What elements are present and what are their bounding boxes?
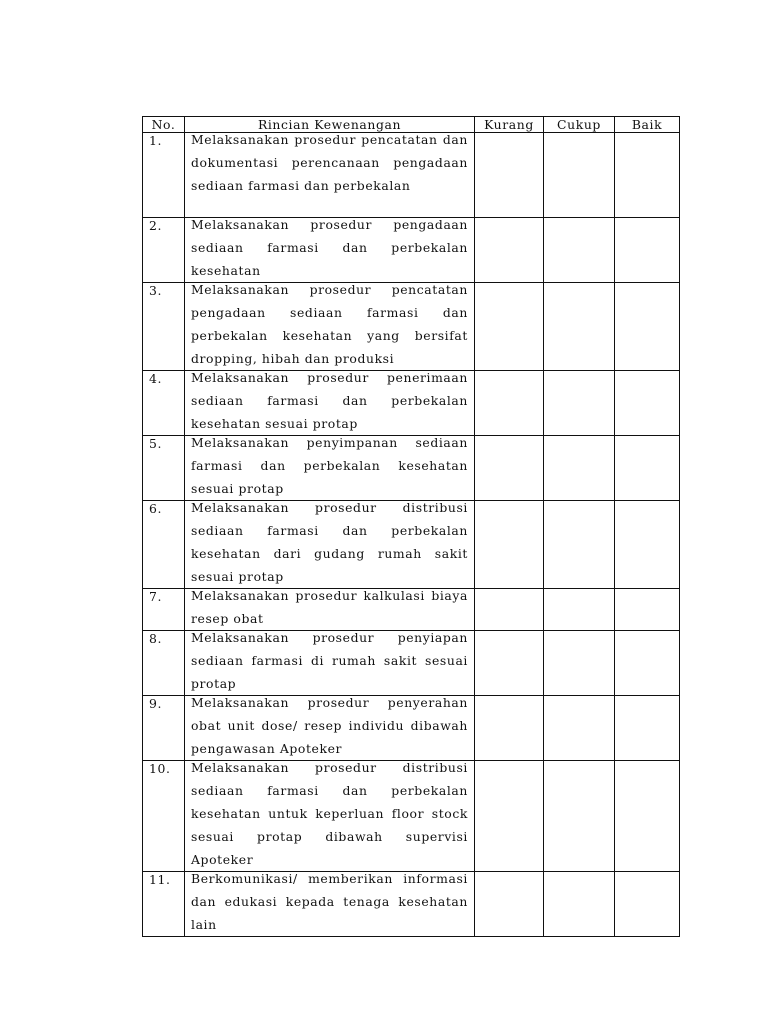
rating-cukup-cell[interactable] xyxy=(544,218,615,283)
rating-kurang-cell[interactable] xyxy=(475,589,544,631)
table-row xyxy=(143,761,680,872)
row-description xyxy=(185,761,475,872)
table-row xyxy=(143,501,680,589)
row-description xyxy=(185,872,475,937)
rating-kurang-cell[interactable] xyxy=(475,436,544,501)
rating-kurang-cell[interactable] xyxy=(475,872,544,937)
rating-baik-cell[interactable] xyxy=(615,501,680,589)
rating-cukup-cell[interactable] xyxy=(544,283,615,371)
table-row xyxy=(143,283,680,371)
competency-table xyxy=(142,116,680,937)
table-row xyxy=(143,218,680,283)
row-number: 3. xyxy=(143,283,185,371)
table-row xyxy=(143,371,680,436)
row-description xyxy=(185,133,475,218)
row-description-text: Melaksanakan prosedur kalkulasi biaya resep obat xyxy=(191,588,468,626)
row-description xyxy=(185,371,475,436)
row-number: 9. xyxy=(143,696,185,761)
row-description-text: Berkomunikasi/ memberikan informasi dan edukasi kepada tenaga kesehatan lain xyxy=(191,871,468,932)
row-description-text: Melaksanakan penyimpanan sediaan farmasi dan perbekalan kesehatan sesuai protap xyxy=(191,435,468,496)
row-description xyxy=(185,218,475,283)
rating-cukup-cell[interactable] xyxy=(544,436,615,501)
row-description xyxy=(185,436,475,501)
row-number: 11. xyxy=(143,872,185,937)
rating-baik-cell[interactable] xyxy=(615,872,680,937)
row-description-text: Melaksanakan prosedur pengadaan sediaan farmasi dan perbekalan kesehatan xyxy=(191,217,468,278)
table-row xyxy=(143,872,680,937)
header-kurang: Kurang xyxy=(475,117,544,133)
row-description-text: Melaksanakan prosedur distribusi sediaan farmasi dan perbekalan kesehatan untuk keperluan floor stock sesuai protap dibawah supervisi Apoteker xyxy=(191,760,468,867)
row-description-text: Melaksanakan prosedur pencatatan pengadaan sediaan farmasi dan perbekalan kesehatan yang bersifat dropping, hibah dan produksi xyxy=(191,282,468,366)
rating-kurang-cell[interactable] xyxy=(475,283,544,371)
row-description-text: Melaksanakan prosedur penyerahan obat unit dose/ resep individu dibawah pengawasan Apoteker xyxy=(191,695,468,756)
rating-kurang-cell[interactable] xyxy=(475,761,544,872)
table-row xyxy=(143,436,680,501)
header-cukup: Cukup xyxy=(544,117,615,133)
rating-cukup-cell[interactable] xyxy=(544,696,615,761)
rating-cukup-cell[interactable] xyxy=(544,872,615,937)
rating-baik-cell[interactable] xyxy=(615,631,680,696)
rating-baik-cell[interactable] xyxy=(615,133,680,218)
row-description-text: Melaksanakan prosedur penyiapan sediaan farmasi di rumah sakit sesuai protap xyxy=(191,630,468,691)
rating-baik-cell[interactable] xyxy=(615,761,680,872)
rating-baik-cell[interactable] xyxy=(615,589,680,631)
table-row xyxy=(143,133,680,218)
row-description xyxy=(185,696,475,761)
header-baik: Baik xyxy=(615,117,680,133)
row-description xyxy=(185,283,475,371)
row-number: 5. xyxy=(143,436,185,501)
header-no: No. xyxy=(143,117,185,133)
rating-cukup-cell[interactable] xyxy=(544,371,615,436)
row-description-text: Melaksanakan prosedur penerimaan sediaan farmasi dan perbekalan kesehatan sesuai protap xyxy=(191,370,468,431)
rating-kurang-cell[interactable] xyxy=(475,696,544,761)
table-row xyxy=(143,589,680,631)
rating-baik-cell[interactable] xyxy=(615,696,680,761)
rating-kurang-cell[interactable] xyxy=(475,371,544,436)
rating-baik-cell[interactable] xyxy=(615,218,680,283)
row-number: 4. xyxy=(143,371,185,436)
rating-kurang-cell[interactable] xyxy=(475,631,544,696)
row-description xyxy=(185,631,475,696)
rating-baik-cell[interactable] xyxy=(615,436,680,501)
rating-cukup-cell[interactable] xyxy=(544,761,615,872)
table-row xyxy=(143,696,680,761)
rating-baik-cell[interactable] xyxy=(615,283,680,371)
row-number: 6. xyxy=(143,501,185,589)
rating-cukup-cell[interactable] xyxy=(544,133,615,218)
rating-baik-cell[interactable] xyxy=(615,371,680,436)
row-number: 1. xyxy=(143,133,185,218)
row-number: 7. xyxy=(143,589,185,631)
rating-cukup-cell[interactable] xyxy=(544,501,615,589)
row-description xyxy=(185,501,475,589)
table-row xyxy=(143,631,680,696)
rating-cukup-cell[interactable] xyxy=(544,589,615,631)
row-description xyxy=(185,589,475,631)
rating-cukup-cell[interactable] xyxy=(544,631,615,696)
row-description-text: Melaksanakan prosedur pencatatan dan dokumentasi perencanaan pengadaan sediaan farmasi dan perbekalan xyxy=(191,132,468,193)
row-number: 8. xyxy=(143,631,185,696)
rating-kurang-cell[interactable] xyxy=(475,501,544,589)
rating-kurang-cell[interactable] xyxy=(475,133,544,218)
row-number: 10. xyxy=(143,761,185,872)
row-number: 2. xyxy=(143,218,185,283)
header-rincian: Rincian Kewenangan xyxy=(185,117,475,133)
rating-kurang-cell[interactable] xyxy=(475,218,544,283)
row-description-text: Melaksanakan prosedur distribusi sediaan farmasi dan perbekalan kesehatan dari gudang rumah sakit sesuai protap xyxy=(191,500,468,584)
